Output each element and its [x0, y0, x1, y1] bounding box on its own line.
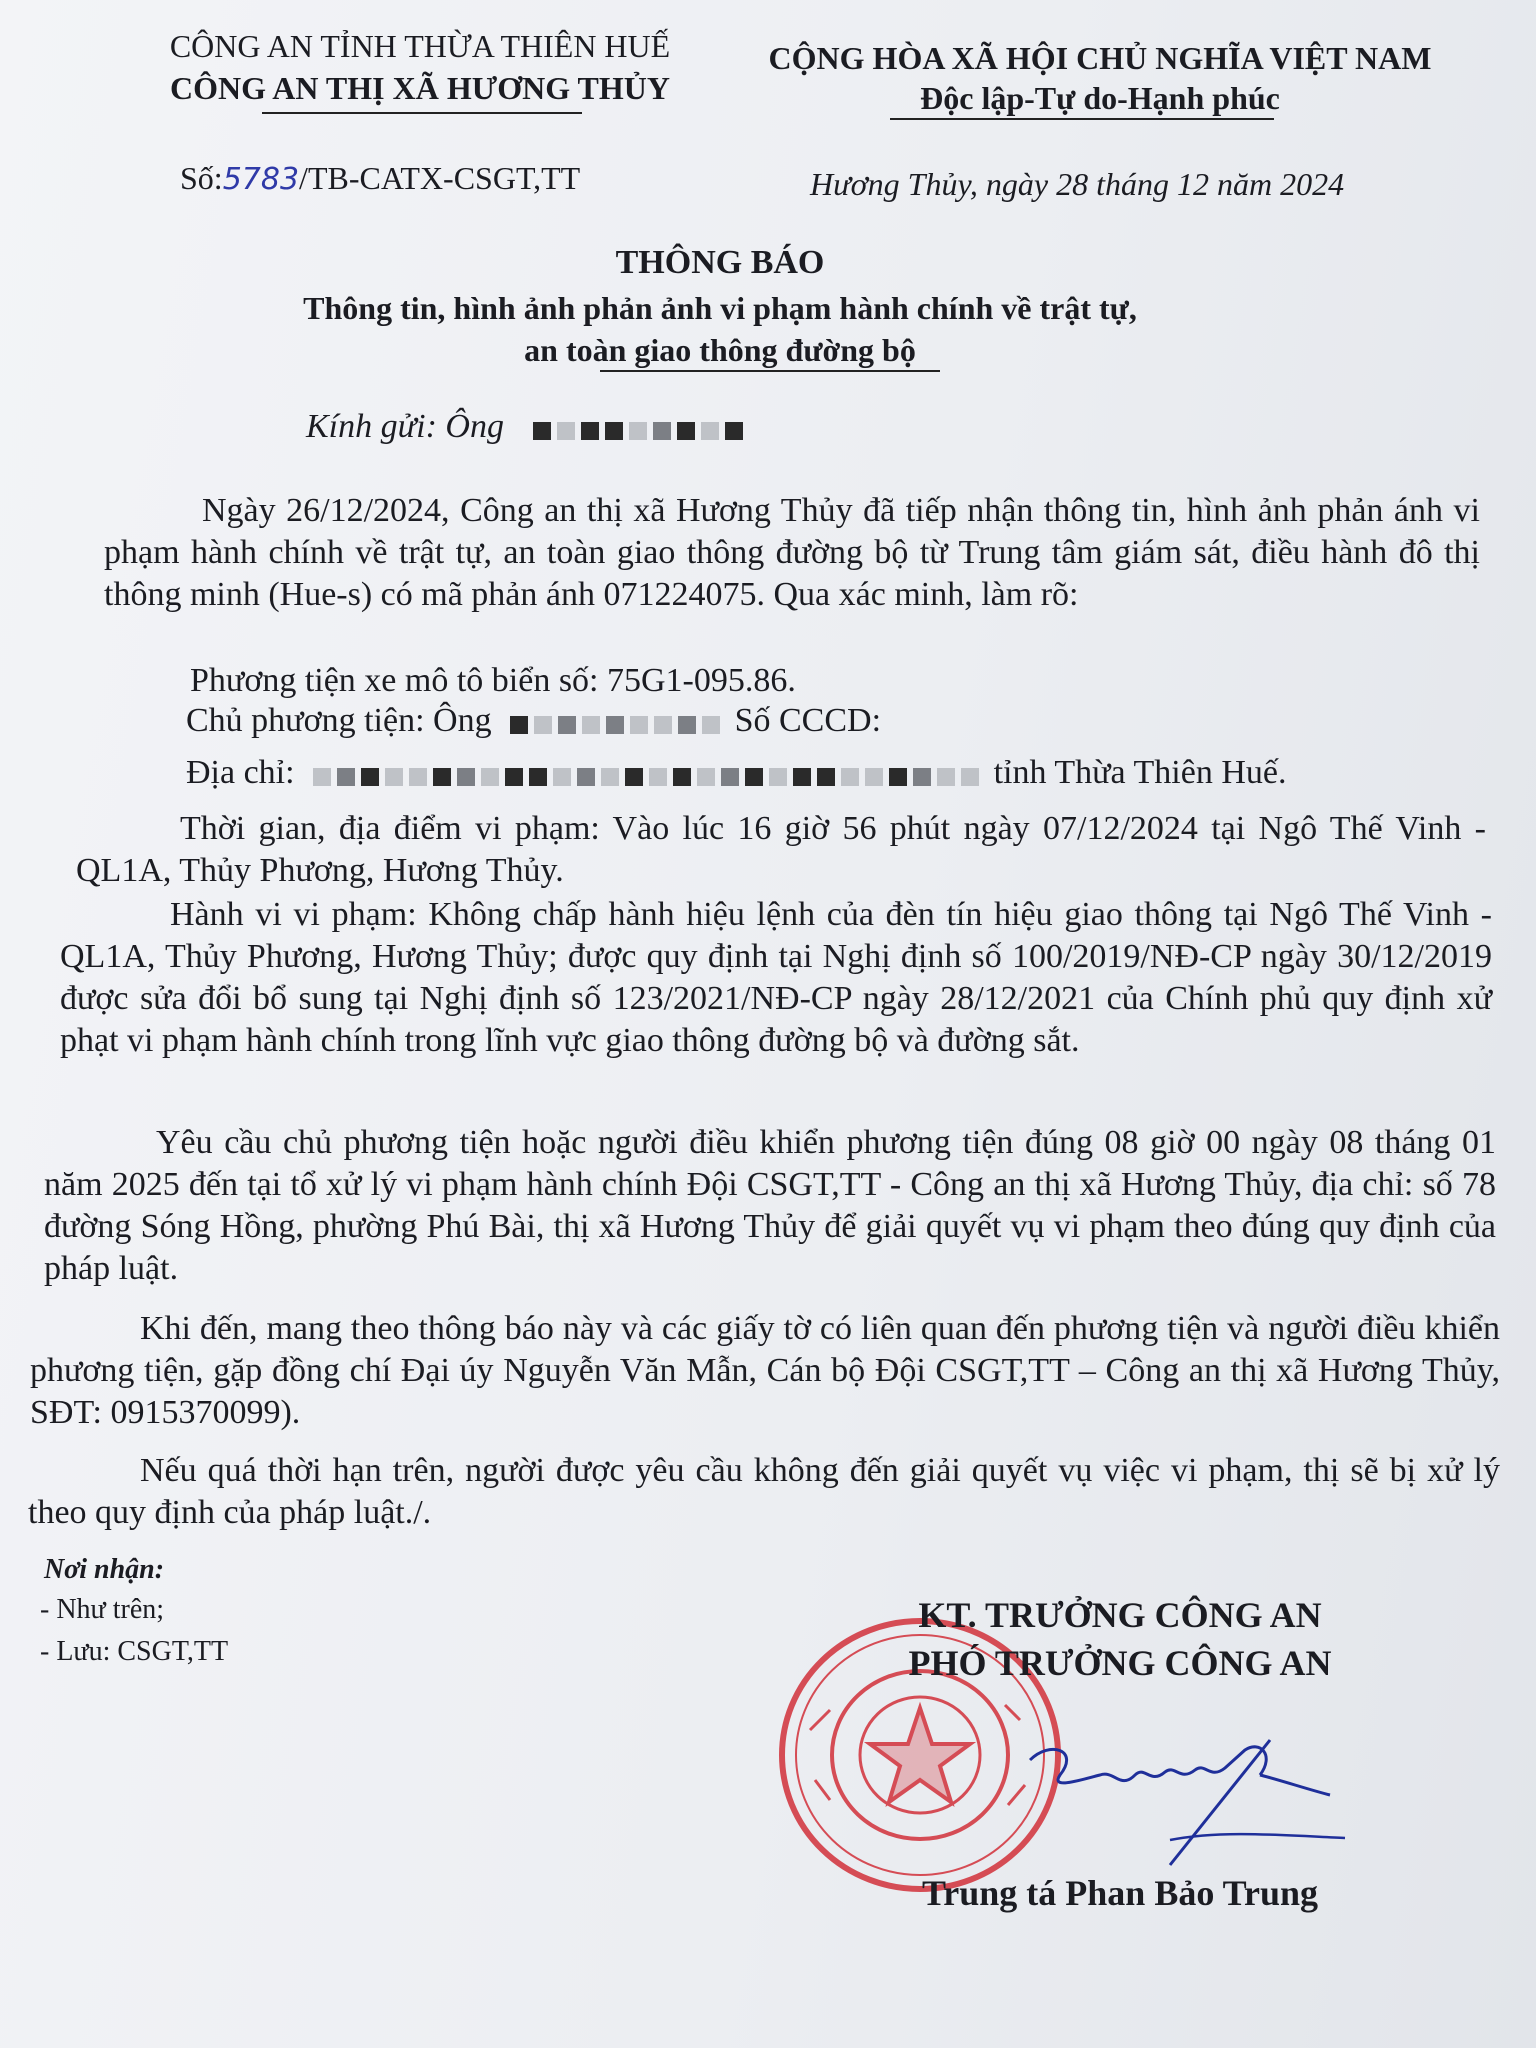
nation-motto: Độc lập-Tự do-Hạnh phúc — [920, 80, 1280, 116]
paragraph-received: Ngày 26/12/2024, Công an thị xã Hương Thủy đã tiếp nhận thông tin, hình ảnh phản ánh vi phạm hành chính về trật tự, an toàn giao thông đường bộ từ Trung tâm giám sát, điều hành đô thị thông minh (Hue-s) có mã phản ánh 071224075. Qua xác minh, làm rõ: — [104, 492, 1480, 613]
document-subtitle-1: Thông tin, hình ảnh phản ảnh vi phạm hành chính về trật tự, — [303, 290, 1137, 326]
paragraph-overdue: Nếu quá thời hạn trên, người được yêu cầu không đến giải quyết vụ việc vi phạm, thị sẽ bị xử lý theo quy định của pháp luật./. — [28, 1452, 1500, 1531]
redacted-name — [533, 410, 749, 448]
agency-parent: CÔNG AN TỈNH THỪA THIÊN HUẾ — [169, 28, 671, 64]
signature-title-1: KT. TRƯỞNG CÔNG AN — [918, 1595, 1322, 1635]
paragraph-bring: Khi đến, mang theo thông báo này và các giấy tờ có liên quan đến phương tiện và người điều khiển phương tiện, gặp đồng chí Đại úy Nguyễn Văn Mẫn, Cán bộ Đội CSGT,TT – Công an thị xã Hương Thủy, SĐT: 0915370099). — [30, 1310, 1500, 1431]
redacted-address — [313, 756, 985, 794]
document-subtitle-2: an toàn giao thông đường bộ — [524, 332, 916, 368]
recipients-item-2: - Lưu: CSGT,TT — [40, 1636, 229, 1667]
document-title: THÔNG BÁO — [615, 244, 825, 281]
place-date: Hương Thủy, ngày 28 tháng 12 năm 2024 — [810, 166, 1345, 202]
document-number: Số:5783/TB-CATX-CSGT,TT — [180, 160, 581, 197]
nation-title: CỘNG HÒA XÃ HỘI CHỦ NGHĨA VIỆT NAM — [768, 40, 1432, 76]
recipients-item-1: - Như trên; — [40, 1594, 165, 1625]
paragraph-time-place: Thời gian, địa điểm vi phạm: Vào lúc 16 giờ 56 phút ngày 07/12/2024 tại Ngô Thế Vinh - QL1A, Thủy Phương, Hương Thủy. — [76, 810, 1486, 889]
agency-underline — [262, 112, 582, 114]
paragraph-violation: Hành vi vi phạm: Không chấp hành hiệu lệnh của đèn tín hiệu giao thông tại Ngô Thế Vinh - QL1A, Thủy Phương, Hương Thủy; được quy định tại Nghị định số 100/2019/NĐ-CP ngày 30/12/2019 được sửa đổi bổ sung tại Nghị định số 123/2021/NĐ-CP ngày 28/12/2021 của Chính phủ quy định xử phạt vi phạm hành chính trong lĩnh vực giao thông đường bộ và đường sắt. — [60, 896, 1492, 1059]
handwritten-number: 5783 — [222, 162, 300, 197]
owner-line: Chủ phương tiện: Ông Số CCCD: — [186, 702, 881, 742]
redacted-owner — [510, 704, 726, 742]
signature-title-2: PHÓ TRƯỞNG CÔNG AN — [908, 1643, 1332, 1683]
title-underline — [600, 370, 940, 372]
address-line: Địa chỉ: tỉnh Thừa Thiên Huế. — [186, 754, 1286, 794]
agency-name: CÔNG AN THỊ XÃ HƯƠNG THỦY — [170, 70, 670, 106]
motto-underline — [890, 118, 1274, 120]
recipients-heading: Nơi nhận: — [44, 1554, 165, 1585]
signer-name: Trung tá Phan Bảo Trung — [921, 1873, 1319, 1913]
handwritten-signature — [1020, 1720, 1350, 1870]
vehicle-line: Phương tiện xe mô tô biển số: 75G1-095.86. — [190, 662, 796, 699]
paragraph-request: Yêu cầu chủ phương tiện hoặc người điều khiển phương tiện đúng 08 giờ 00 ngày 08 tháng 01 năm 2025 đến tại tổ xử lý vi phạm hành chính Đội CSGT,TT - Công an thị xã Hương Thủy, địa chỉ: số 78 đường Sóng Hồng, phường Phú Bài, thị xã Hương Thủy để giải quyết vụ vi phạm theo đúng quy định của pháp luật. — [44, 1124, 1496, 1287]
recipient-line: Kính gửi: Ông — [306, 408, 749, 448]
